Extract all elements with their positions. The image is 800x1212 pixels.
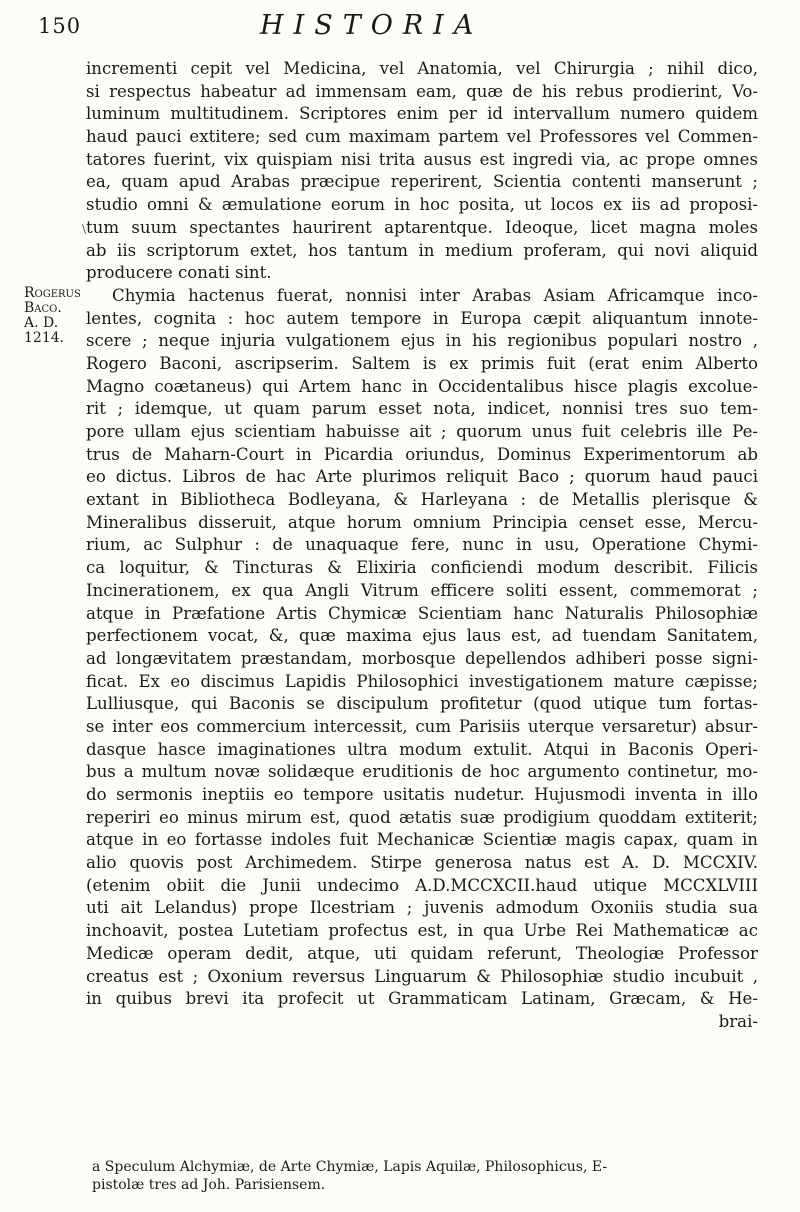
text-line: haud pauci extitere; sed cum maximam partem vel Professores vel Commen-	[86, 127, 758, 147]
margin-year: 1214.	[24, 330, 65, 346]
footnote-line: a Speculum Alchymiæ, de Arte Chymiæ, Lapis Aquilæ, Philosophicus, E-	[92, 1159, 608, 1175]
text-line: inchoavit, postea Lutetiam profectus est, in qua Urbe Rei Mathematicæ ac	[86, 921, 758, 941]
text-line: lentes, cognita : hoc autem tempore in Europa cæpit aliquantum innote-	[86, 308, 758, 328]
body-text	[86, 58, 758, 1034]
text-line: ab iis scriptorum extet, hos tantum in medium proferam, qui novi aliquid	[86, 240, 758, 260]
text-line: ca loquitur, & Tincturas & Elixiria conficiendi modum describit. Filicis	[86, 558, 758, 578]
text-line: (etenim obiit die Junii undecimo A.D.MCCXCII.haud utique MCCXLVIII	[86, 875, 758, 895]
text-line: Lulliusque, qui Baconis se discipulum profitetur (quod utique tum fortas-	[86, 694, 758, 714]
text-line: alio quovis post Archimedem. Stirpe generosa natus est A. D. MCCXIV.	[86, 853, 758, 873]
text-line: pore ullam ejus scientiam habuisse ait ; quorum unus fuit celebris ille Pe-	[86, 422, 758, 441]
text-line: Rogero Baconi, ascripserim. Saltem is ex primis fuit (erat enim Alberto	[86, 353, 758, 373]
text-line: brai-	[718, 1011, 758, 1031]
text-line: dasque hasce imaginationes ultra modum extulit. Atqui in Baconis Operi-	[86, 739, 758, 759]
text-line: rit ; idemque, ut quam parum esset nota, indicet, nonnisi tres suo tem-	[86, 399, 758, 419]
text-line: eo dictus. Libros de hac Arte plurimos reliquit Baco ; quorum haud pauci	[86, 467, 758, 487]
text-line: atque in Præfatione Artis Chymicæ Scientiam hanc Naturalis Philosophiæ	[86, 603, 758, 623]
text-line: Incinerationem, ex qua Angli Vitrum efficere soliti essent, commemorat ;	[86, 580, 758, 600]
text-line: trus de Maharn-Court in Picardia oriundus, Dominus Experimentorum ab	[86, 444, 758, 464]
margin-mark: \	[82, 222, 87, 236]
margin-note-author	[24, 286, 84, 346]
text-line: si respectus habeatur ad immensam eam, quæ de his rebus prodierint, Vo-	[86, 81, 758, 101]
text-line: se inter eos commercium intercessit, cum Parisiis uterque versaretur) absur-	[86, 716, 758, 736]
text-line: tatores fuerint, vix quispiam nisi trita ausus est ingredi via, ac prope omnes	[86, 149, 758, 169]
text-line: Mineralibus disseruit, atque horum omnium Principia censet esse, Mercu-	[86, 512, 758, 532]
text-line: in quibus brevi ita profecit ut Grammaticam Latinam, Græcam, & He-	[86, 989, 758, 1009]
text-line: reperiri eo minus mirum est, quod ætatis suæ prodigium quoddam extiterit;	[86, 807, 758, 827]
text-line: Medicæ operam dedit, atque, uti quidam referunt, Theologiæ Professor	[86, 943, 758, 963]
text-line: luminum multitudinem. Scriptores enim per id intervallum numero quidem	[86, 104, 758, 124]
text-line: scere ; neque injuria vulgationem ejus in his regionibus populari nostro ,	[86, 331, 758, 351]
text-line: rium, ac Sulphur : de unaquaque fere, nunc in usu, Operatione Chymi-	[86, 535, 758, 555]
text-line: do sermonis ineptiis eo tempore usitatis nudetur. Hujusmodi inventa in illo	[86, 785, 758, 804]
margin-era: A. D.	[24, 315, 59, 331]
text-line: extant in Bibliotheca Bodleyana, & Harleyana : de Metallis plerisque &	[86, 490, 758, 510]
text-line: bus a multum novæ solidæque eruditionis de hoc argumento continetur, mo-	[86, 762, 758, 782]
text-line: Chymia hactenus fuerat, nonnisi inter Arabas Asiam Africamque inco-	[112, 285, 758, 305]
text-line: incrementi cepit vel Medicina, vel Anatomia, vel Chirurgia ; nihil dico,	[86, 59, 758, 78]
text-line: uti ait Lelandus) prope Ilcestriam ; juvenis admodum Oxoniis studia sua	[86, 898, 758, 918]
page-number: 150	[38, 14, 82, 38]
text-line: ficat. Ex eo discimus Lapidis Philosophici investigationem mature cæpisse;	[86, 671, 758, 691]
text-line: tum suum spectantes haurirent aptarentque. Ideoque, licet magna moles	[86, 217, 758, 237]
text-line: producere conati sint.	[86, 263, 272, 283]
text-line: ea, quam apud Arabas præcipue reperirent, Scientia contenti manserunt ;	[86, 172, 758, 192]
running-head	[0, 8, 800, 48]
footnote	[92, 1158, 752, 1194]
footnote-line: pistolæ tres ad Joh. Parisiensem.	[92, 1177, 326, 1193]
running-title: HISTORIA	[260, 10, 484, 41]
text-line: Magno coætaneus) qui Artem hanc in Occidentalibus hisce plagis excolue-	[86, 376, 758, 396]
text-line: ad longævitatem præstandam, morbosque depellendos adhiberi posse signi-	[86, 648, 758, 668]
margin-author: Rogerus	[24, 285, 81, 301]
margin-author-2: Baco.	[24, 300, 62, 316]
text-line: perfectionem vocat, &, quæ maxima ejus laus est, ad tuendam Sanitatem,	[86, 626, 758, 646]
text-line: studio omni & æmulatione eorum in hoc posita, ut locos ex iis ad proposi-	[86, 195, 758, 215]
text-line: atque in eo fortasse indoles fuit Mechanicæ Scientiæ magis capax, quam in	[86, 830, 758, 850]
text-line: creatus est ; Oxonium reversus Linguarum & Philosophiæ studio incubuit ,	[86, 966, 758, 986]
